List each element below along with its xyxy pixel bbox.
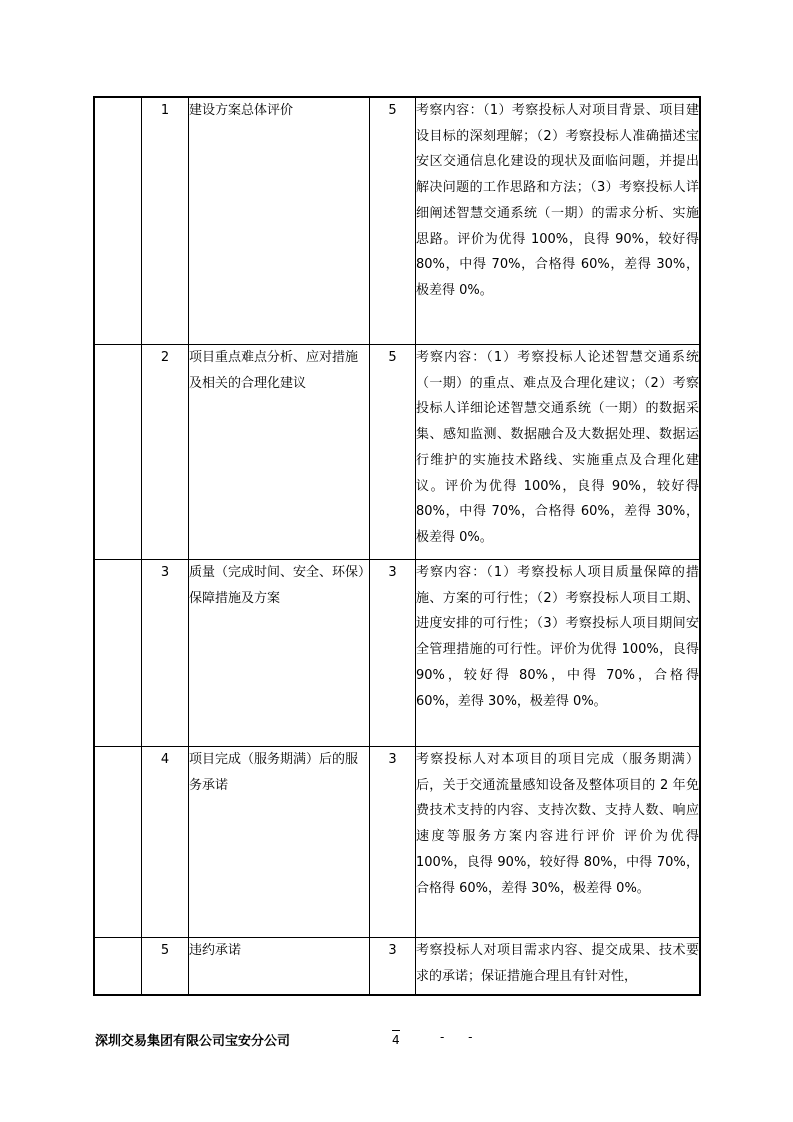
row-index: 3 — [142, 560, 189, 747]
criterion-name: 项目重点难点分析、应对措施及相关的合理化建议 — [189, 345, 370, 560]
category-cell — [94, 747, 142, 938]
page-number: 4 — [392, 1030, 400, 1047]
footer-dashes: - - — [440, 1030, 483, 1044]
criterion-score: 5 — [370, 97, 416, 345]
row-index: 2 — [142, 345, 189, 560]
category-cell — [94, 345, 142, 560]
table-row — [94, 560, 700, 747]
table-row — [94, 97, 700, 345]
criterion-score: 3 — [370, 938, 416, 996]
table-row — [94, 938, 700, 996]
criterion-name: 项目完成（服务期满）后的服务承诺 — [189, 747, 370, 938]
table-row — [94, 747, 700, 938]
criterion-name: 建设方案总体评价 — [189, 97, 370, 345]
evaluation-table — [93, 96, 701, 996]
row-index: 5 — [142, 938, 189, 996]
criterion-score: 5 — [370, 345, 416, 560]
criterion-name: 质量（完成时间、安全、环保）保障措施及方案 — [189, 560, 370, 747]
criterion-score: 3 — [370, 560, 416, 747]
criterion-description — [416, 345, 701, 560]
criterion-description — [416, 747, 701, 938]
description-text: 考察投标人对项目需求内容、提交成果、技术要求的承诺；保证措施合理且有针对性， — [416, 943, 699, 984]
footer-company-name: 深圳交易集团有限公司宝安分公司 — [95, 1034, 291, 1049]
criterion-name: 违约承诺 — [189, 938, 370, 996]
description-text: 考察内容：（1）考察投标人论述智慧交通系统（一期）的重点、难点及合理化建议；（2）考察投标人详细论述智慧交通系统（一期）的数据采集、感知监测、数据融合及大数据处理、数据运行维护的实施技术路线、实施重点及合理化建议。评价为优得 100%，良得 90%，较好得 80%，中得 70%，合格得 60%，差得 30%，极差得 0%。 — [416, 350, 699, 545]
table-row — [94, 345, 700, 560]
category-cell — [94, 560, 142, 747]
description-text: 考察投标人对本项目的项目完成（服务期满）后，关于交通流量感知设备及整体项目的 2 年免费技术支持的内容、支持次数、支持人数、响应速度等服务方案内容进行评价 评价为优得 100%，良得 90%，较好得 80%，中得 70%，合格得 60%，差得 30%，极差得 0%。 — [416, 752, 699, 896]
category-cell — [94, 97, 142, 345]
criterion-description — [416, 938, 701, 996]
description-text: 考察内容：（1）考察投标人对项目背景、项目建设目标的深刻理解；（2）考察投标人准确描述宝安区交通信息化建设的现状及面临问题，并提出解决问题的工作思路和方法；（3）考察投标人详细阐述智慧交通系统（一期）的需求分析、实施思路。评价为优得 100%，良得 90%，较好得 80%，中得 70%，合格得 60%，差得 30%，极差得 0%。 — [416, 103, 699, 298]
row-index: 1 — [142, 97, 189, 345]
description-text: 考察内容：（1）考察投标人项目质量保障的措施、方案的可行性；（2）考察投标人项目工期、进度安排的可行性；（3）考察投标人项目期间安全管理措施的可行性。评价为优得 100%，良得 90%，较好得 80%，中得 70%，合格得 60%，差得 30%，极差得 0%。 — [416, 565, 699, 709]
row-index: 4 — [142, 747, 189, 938]
criterion-score: 3 — [370, 747, 416, 938]
criterion-description — [416, 560, 701, 747]
criterion-description — [416, 97, 701, 345]
category-cell — [94, 938, 142, 996]
